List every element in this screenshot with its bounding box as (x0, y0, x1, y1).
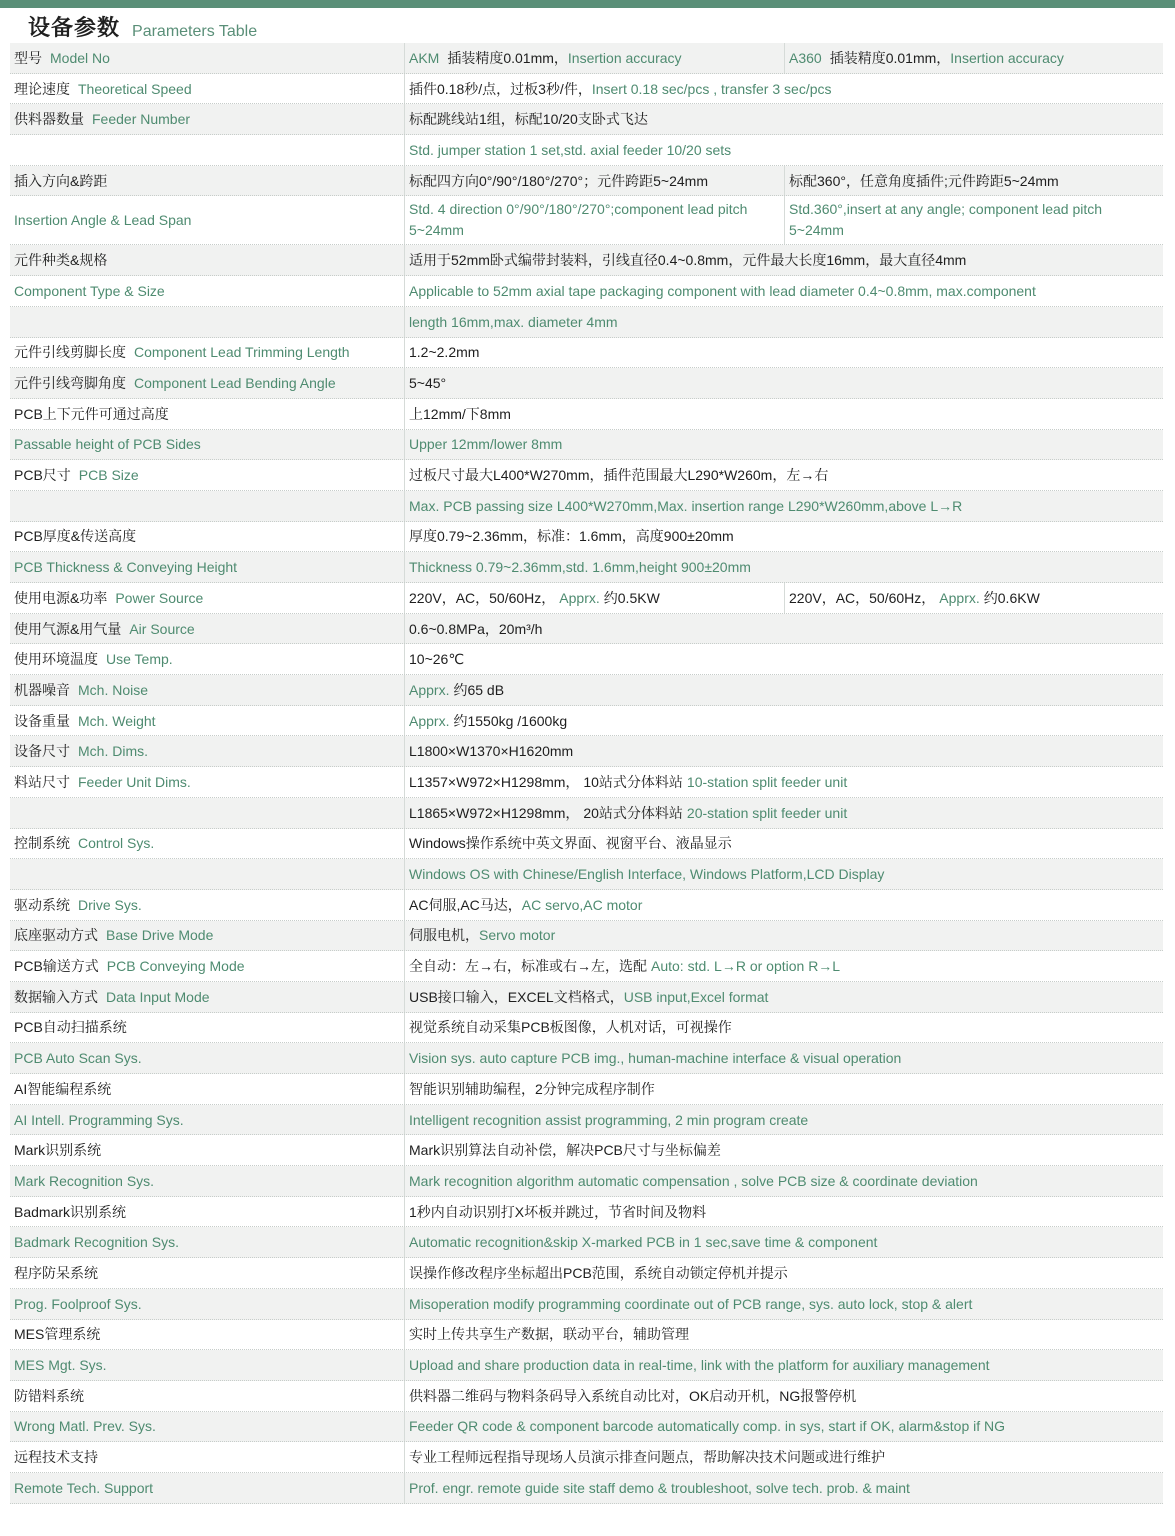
label-cell (10, 368, 404, 398)
value-en: Apprx. (409, 712, 450, 729)
table-row (10, 1074, 1163, 1105)
value-en: 20-station split feeder unit (686, 804, 848, 821)
value: 10~26℃ (409, 650, 465, 667)
value-cell (404, 135, 1163, 165)
label-cn: 程序防呆系统 (14, 1264, 98, 1281)
label-cell (10, 399, 404, 429)
table-row (10, 1227, 1163, 1258)
value-cell-akm (404, 166, 784, 196)
table-row (10, 859, 1163, 890)
label-cell (10, 1166, 404, 1196)
page-title (28, 12, 257, 42)
label-cell (10, 1135, 404, 1165)
label-cell (10, 1074, 404, 1104)
table-row (10, 74, 1163, 105)
label-en: Prog. Foolproof Sys. (14, 1295, 142, 1312)
label-cell (10, 104, 404, 134)
label-cn: 设备重量 (14, 712, 70, 729)
label-cn: Mark识别系统 (14, 1142, 102, 1159)
value-cell (404, 614, 1163, 644)
table-row (10, 245, 1163, 276)
table-row (10, 829, 1163, 860)
value-cn: 全自动：左→右，标准或右→左，选配 (409, 958, 647, 975)
label-cell (10, 196, 404, 244)
label-en: Base Drive Mode (106, 927, 214, 944)
label-en: Model No (50, 49, 110, 66)
value-en: Intelligent recognition assist programming, 2 min program create (409, 1111, 809, 1128)
label-cn: 元件引线弯脚角度 (14, 375, 126, 392)
label-cn: 元件种类&规格 (14, 252, 108, 269)
value-cell (404, 368, 1163, 398)
label-cn: PCB上下元件可通过高度 (14, 405, 169, 422)
table-row (10, 583, 1163, 614)
value-en: Prof. engr. remote guide site staff demo & troubleshoot, solve tech. prob. & maint (409, 1479, 910, 1496)
label-cell (10, 460, 404, 490)
table-row (10, 1350, 1163, 1381)
value-cn: Windows操作系统中英文界面、视窗平台、液晶显示 (409, 835, 732, 852)
label-cell (10, 491, 404, 521)
value-en: AC servo,AC motor (521, 896, 643, 913)
value-cn: L1865×W972×H1298mm， 20站式分体料站 (409, 804, 683, 821)
value-cn: 1秒内自动识别打X坏板并跳过，节省时间及物料 (409, 1203, 707, 1220)
value-cell (404, 460, 1163, 490)
value-en: Upper 12mm/lower 8mm (409, 436, 563, 453)
value-cell (404, 399, 1163, 429)
value-cell (404, 1412, 1163, 1442)
value-en: Std. 4 direction 0°/90°/180°/270°;component lead pitch 5~24mm (409, 201, 748, 239)
value-cell (404, 1258, 1163, 1288)
value-cell (404, 736, 1163, 766)
label-en: Remote Tech. Support (14, 1479, 154, 1496)
value-cn: 视觉系统自动采集PCB板图像，人机对话，可视操作 (409, 1019, 732, 1036)
title-cn: 设备参数 (28, 15, 121, 40)
value: 5~45° (409, 375, 447, 392)
label-en: Mch. Weight (78, 712, 156, 729)
value-cell (404, 1013, 1163, 1043)
label-cell (10, 1227, 404, 1257)
top-accent-bar (0, 0, 1175, 8)
label-cn: 型号 (14, 49, 42, 66)
label-cn: 远程技术支持 (14, 1449, 98, 1466)
label-cell (10, 276, 404, 306)
value-cell (404, 245, 1163, 275)
table-row (10, 1135, 1163, 1166)
value-en: Windows OS with Chinese/English Interface, Windows Platform,LCD Display (409, 866, 885, 883)
label-en: PCB Auto Scan Sys. (14, 1050, 142, 1067)
value-post: 约0.5KW (603, 589, 660, 606)
label-en: Use Temp. (106, 651, 173, 668)
label-en: Badmark Recognition Sys. (14, 1234, 179, 1251)
model-a360: A360 (789, 49, 822, 66)
label-en: Mch. Noise (78, 681, 149, 698)
value: 0.6~0.8MPa，20m³/h (409, 620, 543, 637)
label-cell (10, 1412, 404, 1442)
table-row (10, 951, 1163, 982)
value-en: Mark recognition algorithm automatic compensation , solve PCB size & coordinate deviation (409, 1172, 978, 1189)
label-cell (10, 767, 404, 797)
label-cell (10, 1320, 404, 1350)
value-en: Misoperation modify programming coordinate out of PCB range, sys. auto lock, stop & alert (409, 1295, 973, 1312)
label-cn: Badmark识别系统 (14, 1203, 127, 1220)
table-row (10, 1105, 1163, 1136)
label-cell (10, 982, 404, 1012)
value-pre: 220V，AC，50/60Hz， (409, 589, 556, 606)
label-cell (10, 1442, 404, 1472)
value-post: 约0.6KW (983, 589, 1040, 606)
label-cell (10, 338, 404, 368)
value-cell (404, 1320, 1163, 1350)
label-cell (10, 1258, 404, 1288)
value-cn: 标配360°，任意角度插件;元件跨距5~24mm (789, 172, 1059, 189)
label-cell (10, 43, 404, 73)
label-en: Wrong Matl. Prev. Sys. (14, 1418, 156, 1435)
value-cell (404, 1105, 1163, 1135)
value-cell-a360 (784, 196, 1163, 244)
label-en: Power Source (115, 589, 204, 606)
label-cell (10, 921, 404, 951)
value-en: Apprx. (559, 589, 600, 606)
value-cn: 约65 dB (453, 681, 505, 698)
label-cn: 机器噪音 (14, 681, 70, 698)
label-en: Drive Sys. (78, 896, 142, 913)
table-row (10, 1166, 1163, 1197)
label-cell (10, 1105, 404, 1135)
value-en: Feeder QR code & component barcode automatically comp. in sys, start if OK, alarm&stop if NG (409, 1418, 1006, 1435)
value-cn: 厚度0.79~2.36mm，标准：1.6mm，高度900±20mm (409, 528, 734, 545)
label-en: Air Source (129, 620, 195, 637)
table-row (10, 430, 1163, 461)
value-cell (404, 859, 1163, 889)
label-en: Feeder Number (92, 111, 191, 128)
label-cn: 底座驱动方式 (14, 927, 98, 944)
value-cell (404, 890, 1163, 920)
label-en: Component Lead Bending Angle (134, 375, 336, 392)
value-cell (404, 430, 1163, 460)
table-row (10, 1320, 1163, 1351)
table-row (10, 1289, 1163, 1320)
value-cn: 插件0.18秒/点，过板3秒/件， (409, 80, 592, 97)
table-row (10, 1473, 1163, 1504)
value-cell-akm (404, 583, 784, 613)
value-en: Apprx. (409, 681, 450, 698)
value-cell (404, 829, 1163, 859)
value-en: Applicable to 52mm axial tape packaging component with lead diameter 0.4~0.8mm, max.component (409, 282, 1036, 299)
label-cell (10, 706, 404, 736)
value-cell (404, 767, 1163, 797)
value-cell (404, 675, 1163, 705)
value-cn: 误操作修改程序坐标超出PCB范围，系统自动锁定停机并提示 (409, 1264, 788, 1281)
label-cn: 控制系统 (14, 835, 70, 852)
parameters-table (10, 43, 1163, 1504)
table-row (10, 104, 1163, 135)
value-en: Std. jumper station 1 set,std. axial feeder 10/20 sets (409, 141, 732, 158)
value-cn: 标配四方向0°/90°/180°/270°；元件跨距5~24mm (409, 172, 708, 189)
value-cell-a360 (784, 583, 1163, 613)
label-cell (10, 1473, 404, 1503)
label-cell (10, 135, 404, 165)
label-cell (10, 1013, 404, 1043)
value-en: Upload and share production data in real-time, link with the platform for auxiliary management (409, 1357, 990, 1374)
label-cell (10, 1289, 404, 1319)
label-cell (10, 430, 404, 460)
value-en: Insertion accuracy (567, 49, 682, 66)
value-cell (404, 1135, 1163, 1165)
value-cell (404, 1074, 1163, 1104)
value-cn: 专业工程师远程指导现场人员演示排查问题点，帮助解决技术问题或进行维护 (409, 1449, 885, 1466)
label-en: Component Lead Trimming Length (134, 344, 350, 361)
value-cn: Mark识别算法自动补偿，解决PCB尺寸与坐标偏差 (409, 1142, 721, 1159)
value-cell (404, 1473, 1163, 1503)
value-cn: 伺服电机， (409, 927, 479, 944)
value-cell (404, 491, 1163, 521)
table-row (10, 1442, 1163, 1473)
label-cell (10, 890, 404, 920)
table-row (10, 491, 1163, 522)
label-cell (10, 829, 404, 859)
label-cn: 驱动系统 (14, 896, 70, 913)
value-en: Thickness 0.79~2.36mm,std. 1.6mm,height 900±20mm (409, 559, 751, 576)
label-cn: AI智能编程系统 (14, 1080, 112, 1097)
table-row (10, 675, 1163, 706)
value-cell-akm (404, 43, 784, 73)
value-cn: 智能识别辅助编程，2分钟完成程序制作 (409, 1080, 655, 1097)
value-cell (404, 951, 1163, 981)
value-en: Automatic recognition&skip X-marked PCB in 1 sec,save time & component (409, 1234, 878, 1251)
label-cn: 防错料系统 (14, 1387, 84, 1404)
value-cell (404, 982, 1163, 1012)
label-cell (10, 74, 404, 104)
label-en: Theoretical Speed (78, 80, 192, 97)
value: 1.2~2.2mm (409, 344, 480, 361)
label-cn: 理论速度 (14, 80, 70, 97)
table-row (10, 1043, 1163, 1074)
value-en: Insertion accuracy (950, 49, 1064, 66)
label-cell (10, 522, 404, 552)
label-cn: PCB自动扫描系统 (14, 1019, 127, 1036)
label-en: Data Input Mode (106, 988, 210, 1005)
value-cn: 实时上传共享生产数据，联动平台，辅助管理 (409, 1326, 689, 1343)
label-cn: PCB厚度&传送高度 (14, 528, 137, 545)
table-row (10, 399, 1163, 430)
label-cell (10, 307, 404, 337)
label-cell (10, 644, 404, 674)
label-cell (10, 166, 404, 196)
value-cn: L1357×W972×H1298mm， 10站式分体料站 (409, 773, 683, 790)
label-en: AI Intell. Programming Sys. (14, 1111, 184, 1128)
label-en: Feeder Unit Dims. (78, 773, 191, 790)
table-row (10, 798, 1163, 829)
table-row (10, 921, 1163, 952)
value-cell (404, 1289, 1163, 1319)
label-en: Mark Recognition Sys. (14, 1172, 155, 1189)
table-row (10, 166, 1163, 197)
value-cell (404, 798, 1163, 828)
value-cn: 插装精度0.01mm， (447, 49, 568, 66)
table-row (10, 43, 1163, 74)
label-cell (10, 583, 404, 613)
label-cell (10, 1043, 404, 1073)
table-row (10, 135, 1163, 166)
table-row (10, 1197, 1163, 1228)
value-cell (404, 1381, 1163, 1411)
label-cell (10, 798, 404, 828)
label-en: Passable height of PCB Sides (14, 436, 201, 453)
label-cn: MES管理系统 (14, 1326, 101, 1343)
table-row (10, 276, 1163, 307)
value-cell (404, 276, 1163, 306)
table-row (10, 1013, 1163, 1044)
value-cell (404, 74, 1163, 104)
table-row (10, 1412, 1163, 1443)
table-row (10, 644, 1163, 675)
label-cn: 料站尺寸 (14, 773, 70, 790)
value-cell (404, 1442, 1163, 1472)
value-cell (404, 1350, 1163, 1380)
label-cn: 供料器数量 (14, 111, 84, 128)
table-row (10, 736, 1163, 767)
value-en: USB input,Excel format (623, 988, 769, 1005)
label-en: MES Mgt. Sys. (14, 1357, 107, 1374)
value-cn: 插装精度0.01mm， (829, 49, 951, 66)
label-cn: PCB输送方式 (14, 958, 99, 975)
table-row (10, 890, 1163, 921)
value-cell (404, 522, 1163, 552)
label-cell (10, 736, 404, 766)
label-cell (10, 951, 404, 981)
value-cell (404, 1197, 1163, 1227)
value-en: Apprx. (939, 589, 980, 606)
value-cell-akm (404, 196, 784, 244)
value-en: Insert 0.18 sec/pcs , transfer 3 sec/pcs (591, 80, 832, 97)
value-en: length 16mm,max. diameter 4mm (409, 313, 618, 330)
value-pre: 220V，AC，50/60Hz， (789, 589, 936, 606)
label-cell (10, 859, 404, 889)
label-cell (10, 1381, 404, 1411)
value-cn: 约1550kg /1600kg (453, 712, 568, 729)
value-cell (404, 1227, 1163, 1257)
label-cell (10, 1350, 404, 1380)
value-cell (404, 706, 1163, 736)
value-cn: USB接口输入，EXCEL文档格式， (409, 988, 624, 1005)
table-row (10, 1381, 1163, 1412)
label-cn: 插入方向&跨距 (14, 172, 108, 189)
value-cell (404, 1166, 1163, 1196)
table-row (10, 982, 1163, 1013)
label-en: Insertion Angle & Lead Span (14, 211, 192, 228)
label-cell (10, 552, 404, 582)
table-row (10, 368, 1163, 399)
value-en: 10-station split feeder unit (686, 773, 848, 790)
label-cn: 使用电源&功率 (14, 589, 108, 606)
value-cell (404, 921, 1163, 951)
value-cell (404, 1043, 1163, 1073)
value-en: Std.360°,insert at any angle; component lead pitch 5~24mm (789, 201, 1103, 239)
value-en: Max. PCB passing size L400*W270mm,Max. insertion range L290*W260mm,above L→R (409, 497, 963, 514)
label-cn: 使用气源&用气量 (14, 620, 122, 637)
value-cn: AC伺服,AC马达， (409, 896, 522, 913)
label-en: Component Type & Size (14, 282, 165, 299)
table-row (10, 614, 1163, 645)
table-row (10, 767, 1163, 798)
table-row (10, 1258, 1163, 1289)
label-cell (10, 614, 404, 644)
label-cn: 数据输入方式 (14, 988, 98, 1005)
value-en: Vision sys. auto capture PCB img., human-machine interface & visual operation (409, 1050, 902, 1067)
value-cell-a360 (784, 166, 1163, 196)
table-row (10, 338, 1163, 369)
value-cell (404, 552, 1163, 582)
label-cell (10, 245, 404, 275)
label-en: Mch. Dims. (78, 743, 148, 760)
label-cn: 元件引线剪脚长度 (14, 344, 126, 361)
value-cell (404, 338, 1163, 368)
value-cell (404, 104, 1163, 134)
label-en: PCB Size (78, 467, 139, 484)
label-en: Control Sys. (78, 835, 155, 852)
value-cn: 过板尺寸最大L400*W270mm，插件范围最大L290*W260m，左→右 (409, 467, 829, 484)
label-en: PCB Thickness & Conveying Height (14, 559, 238, 576)
value-cell-a360 (784, 43, 1163, 73)
model-akm: AKM (409, 49, 440, 66)
value: L1800×W1370×H1620mm (409, 743, 574, 760)
table-row (10, 460, 1163, 491)
label-cell (10, 1197, 404, 1227)
table-row (10, 552, 1163, 583)
value-en: Auto: std. L→R or option R→L (651, 958, 841, 975)
value-cn: 上12mm/下8mm (409, 405, 511, 422)
label-en: PCB Conveying Mode (106, 958, 245, 975)
value-cell (404, 307, 1163, 337)
value-cell (404, 644, 1163, 674)
label-cell (10, 675, 404, 705)
table-row (10, 307, 1163, 338)
value-en: Servo motor (479, 927, 556, 944)
table-row (10, 706, 1163, 737)
label-cn: PCB尺寸 (14, 467, 71, 484)
value-cn: 适用于52mm卧式编带封装料，引线直径0.4~0.8mm，元件最大长度16mm，最大直径4mm (409, 252, 967, 269)
label-cn: 设备尺寸 (14, 743, 70, 760)
value-cn: 标配跳线站1组，标配10/20支卧式飞达 (409, 111, 648, 128)
title-en: Parameters Table (132, 23, 258, 40)
label-cn: 使用环境温度 (14, 651, 98, 668)
table-row (10, 522, 1163, 553)
table-row (10, 196, 1163, 245)
value-cn: 供料器二维码与物料条码导入系统自动比对，OK启动开机，NG报警停机 (409, 1387, 857, 1404)
